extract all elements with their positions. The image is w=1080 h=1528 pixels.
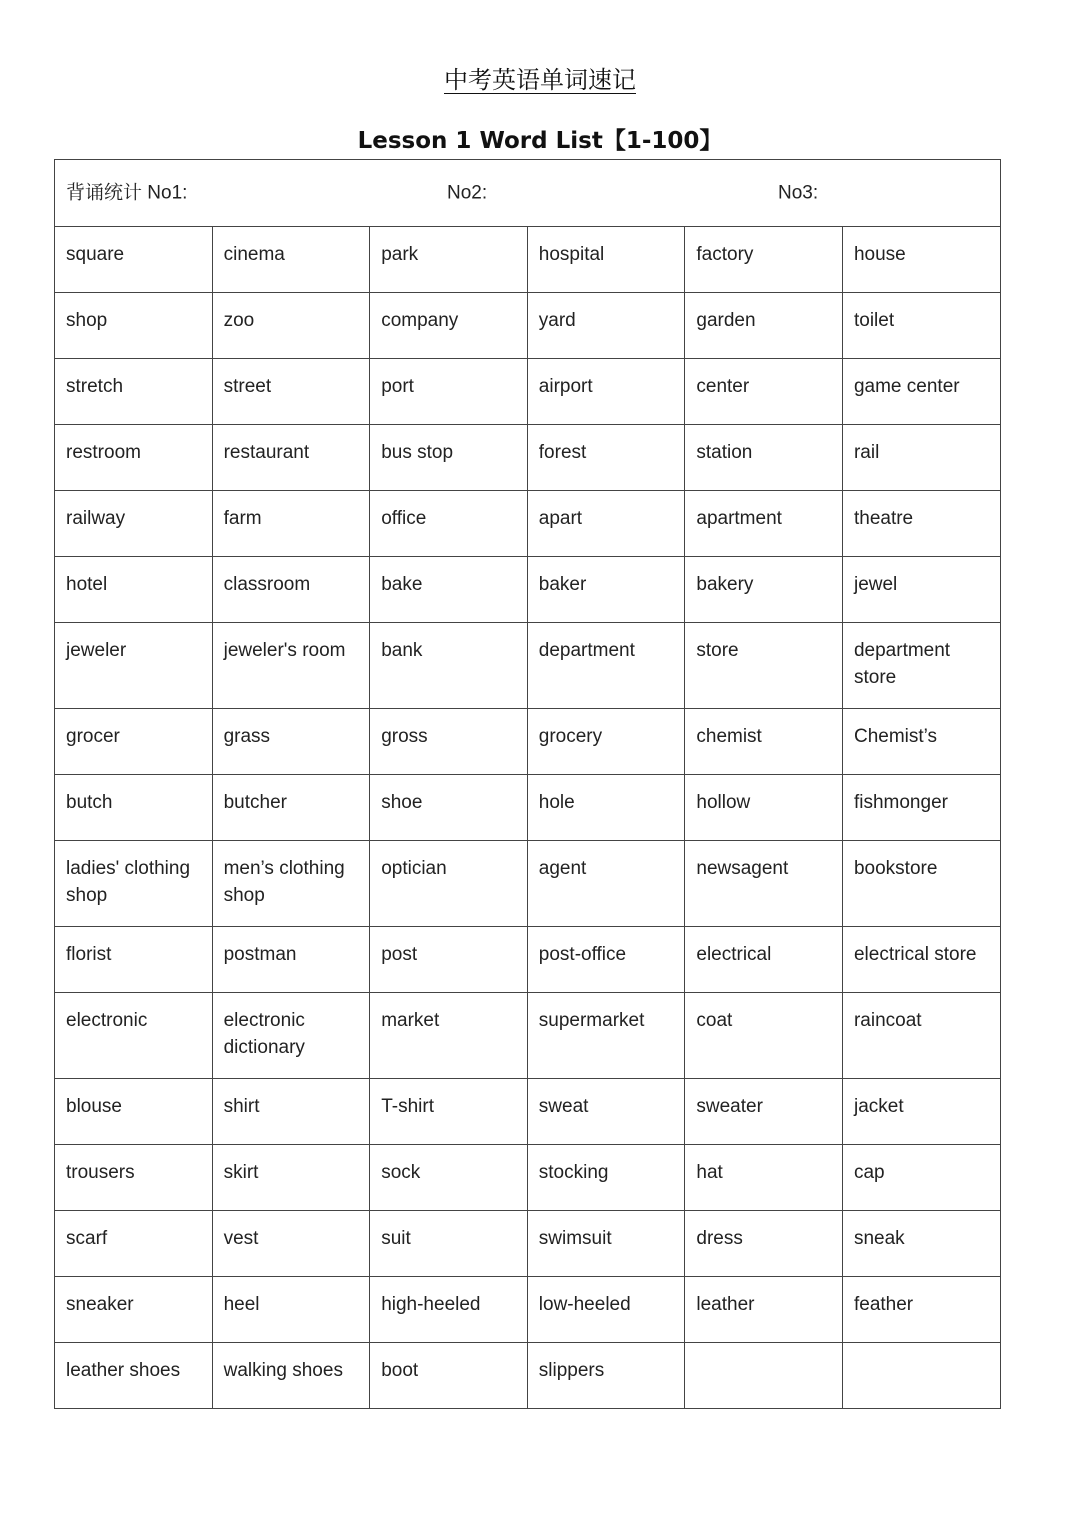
word-cell: boot [370, 1343, 528, 1409]
word-cell: Chemist’s [842, 709, 1000, 775]
table-row [55, 491, 1001, 557]
word-cell: electronic dictionary [212, 993, 370, 1079]
word-cell: cinema [212, 227, 370, 293]
word-cell: jacket [842, 1079, 1000, 1145]
word-cell: dress [685, 1211, 843, 1277]
word-cell: sneak [842, 1211, 1000, 1277]
word-cell: hollow [685, 775, 843, 841]
word-cell: shirt [212, 1079, 370, 1145]
word-cell: feather [842, 1277, 1000, 1343]
word-cell: slippers [527, 1343, 685, 1409]
word-cell: railway [55, 491, 213, 557]
word-cell: chemist [685, 709, 843, 775]
table-row [55, 775, 1001, 841]
word-cell: jewel [842, 557, 1000, 623]
stat-no1-label: 背诵统计 No1: [66, 182, 188, 204]
word-cell: swimsuit [527, 1211, 685, 1277]
table-row [55, 927, 1001, 993]
word-cell: office [370, 491, 528, 557]
word-cell: restroom [55, 425, 213, 491]
word-cell: bookstore [842, 841, 1000, 927]
table-row [55, 425, 1001, 491]
word-cell: fishmonger [842, 775, 1000, 841]
word-cell: grass [212, 709, 370, 775]
word-cell: apart [527, 491, 685, 557]
word-cell: post [370, 927, 528, 993]
word-cell: department store [842, 623, 1000, 709]
word-cell: suit [370, 1211, 528, 1277]
table-row [55, 1079, 1001, 1145]
word-cell: rail [842, 425, 1000, 491]
word-cell: zoo [212, 293, 370, 359]
word-cell: yard [527, 293, 685, 359]
table-row [55, 1343, 1001, 1409]
word-cell: house [842, 227, 1000, 293]
word-cell: bake [370, 557, 528, 623]
stat-no2-label: No2: [447, 182, 488, 204]
word-cell: restaurant [212, 425, 370, 491]
word-cell: ladies' clothing shop [55, 841, 213, 927]
word-cell: electrical [685, 927, 843, 993]
word-cell: sweat [527, 1079, 685, 1145]
word-cell: hat [685, 1145, 843, 1211]
word-cell: baker [527, 557, 685, 623]
word-cell: butch [55, 775, 213, 841]
word-cell: leather shoes [55, 1343, 213, 1409]
word-cell: market [370, 993, 528, 1079]
word-cell: bakery [685, 557, 843, 623]
stat-no3-label: No3: [778, 182, 819, 204]
word-cell: theatre [842, 491, 1000, 557]
recitation-stats-cell [55, 160, 1001, 227]
word-cell: jeweler's room [212, 623, 370, 709]
word-cell: walking shoes [212, 1343, 370, 1409]
word-cell: hotel [55, 557, 213, 623]
word-cell: sweater [685, 1079, 843, 1145]
word-cell: forest [527, 425, 685, 491]
word-cell: station [685, 425, 843, 491]
word-cell: raincoat [842, 993, 1000, 1079]
table-row [55, 359, 1001, 425]
lesson-title: Lesson 1 Word List【1-100】 [357, 128, 723, 154]
table-row [55, 1211, 1001, 1277]
word-cell: sock [370, 1145, 528, 1211]
word-cell: toilet [842, 293, 1000, 359]
word-cell: apartment [685, 491, 843, 557]
table-row [55, 227, 1001, 293]
word-cell: electronic [55, 993, 213, 1079]
word-cell: stretch [55, 359, 213, 425]
word-cell: shoe [370, 775, 528, 841]
document-title-text: 中考英语单词速记 [444, 66, 636, 94]
word-cell: jeweler [55, 623, 213, 709]
table-row [55, 709, 1001, 775]
word-cell: men’s clothing shop [212, 841, 370, 927]
word-cell: square [55, 227, 213, 293]
word-cell: sneaker [55, 1277, 213, 1343]
word-cell: vest [212, 1211, 370, 1277]
word-cell: street [212, 359, 370, 425]
word-cell: bus stop [370, 425, 528, 491]
word-cell: hospital [527, 227, 685, 293]
word-cell: farm [212, 491, 370, 557]
word-cell: scarf [55, 1211, 213, 1277]
word-cell: game center [842, 359, 1000, 425]
word-cell: coat [685, 993, 843, 1079]
word-cell: leather [685, 1277, 843, 1343]
word-cell: park [370, 227, 528, 293]
word-cell: optician [370, 841, 528, 927]
word-cell: low-heeled [527, 1277, 685, 1343]
word-cell [842, 1343, 1000, 1409]
word-cell: factory [685, 227, 843, 293]
word-cell: electrical store [842, 927, 1000, 993]
table-row [55, 623, 1001, 709]
word-cell: airport [527, 359, 685, 425]
word-cell: bank [370, 623, 528, 709]
table-row [55, 557, 1001, 623]
recitation-stats-row [55, 160, 1001, 227]
word-cell: grocery [527, 709, 685, 775]
word-cell: department [527, 623, 685, 709]
table-row [55, 293, 1001, 359]
word-cell: stocking [527, 1145, 685, 1211]
word-cell: garden [685, 293, 843, 359]
word-cell: agent [527, 841, 685, 927]
word-cell: classroom [212, 557, 370, 623]
word-cell: grocer [55, 709, 213, 775]
word-cell: postman [212, 927, 370, 993]
word-cell: center [685, 359, 843, 425]
word-cell: high-heeled [370, 1277, 528, 1343]
document-title [0, 62, 1080, 98]
word-cell: hole [527, 775, 685, 841]
table-row [55, 1145, 1001, 1211]
table-row [55, 841, 1001, 927]
word-cell: florist [55, 927, 213, 993]
word-cell: company [370, 293, 528, 359]
word-cell: cap [842, 1145, 1000, 1211]
word-cell: blouse [55, 1079, 213, 1145]
word-cell: gross [370, 709, 528, 775]
word-cell: trousers [55, 1145, 213, 1211]
table-row [55, 993, 1001, 1079]
word-cell: newsagent [685, 841, 843, 927]
word-cell: T-shirt [370, 1079, 528, 1145]
word-cell [685, 1343, 843, 1409]
word-cell: supermarket [527, 993, 685, 1079]
word-cell: skirt [212, 1145, 370, 1211]
word-list-table [54, 159, 1001, 1409]
word-cell: store [685, 623, 843, 709]
word-cell: shop [55, 293, 213, 359]
word-cell: port [370, 359, 528, 425]
word-cell: heel [212, 1277, 370, 1343]
table-row [55, 1277, 1001, 1343]
word-cell: butcher [212, 775, 370, 841]
word-cell: post-office [527, 927, 685, 993]
